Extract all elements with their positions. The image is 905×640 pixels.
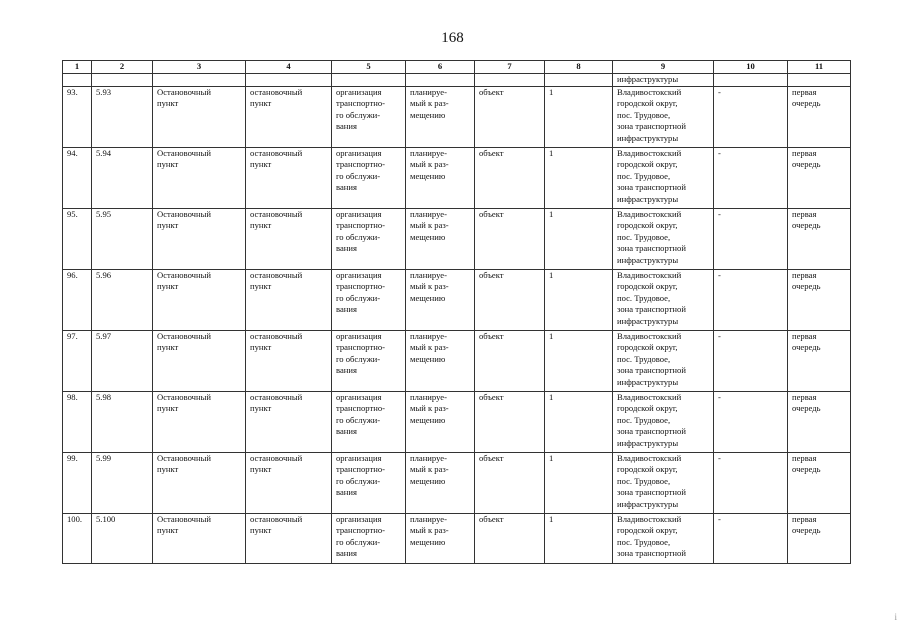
cell-line: пос. Трудовое, <box>617 353 671 364</box>
cell-line: пос. Трудовое, <box>617 414 671 425</box>
cell-line: вания <box>336 548 357 558</box>
code-cell: 5.99 <box>92 452 153 513</box>
row-number-cell: 99. <box>63 452 92 513</box>
row-number-cell: 97. <box>63 330 92 391</box>
cell-line: транспортно- <box>336 342 385 352</box>
cell-line: го обслужи- <box>336 231 381 242</box>
name-cell <box>153 86 246 147</box>
cell-line: организация <box>336 147 382 158</box>
zone-cell: - <box>714 452 788 513</box>
purpose-cell <box>332 452 406 513</box>
cell-line: Остановочный <box>157 86 211 97</box>
row-number-cell: 93. <box>63 86 92 147</box>
cell-line: пос. Трудовое, <box>617 536 671 547</box>
header-row <box>63 61 851 74</box>
cell-line: пос. Трудовое, <box>617 292 671 303</box>
cell-line: организация <box>336 269 382 280</box>
cell-line: организация <box>336 330 382 341</box>
cell-line: остановочный <box>250 86 303 97</box>
cell-line: Владивостокский <box>617 86 682 97</box>
cell-line: первая <box>792 208 817 219</box>
type-cell <box>246 269 332 330</box>
column-header: 7 <box>475 61 545 74</box>
cell-line: инфраструктуры <box>617 437 679 448</box>
cell-line: мещению <box>410 353 446 364</box>
type-cell <box>246 330 332 391</box>
column-header: 9 <box>613 61 714 74</box>
location-cell <box>613 452 714 513</box>
column-header: 2 <box>92 61 153 74</box>
cell-line: городской округ, <box>617 220 678 230</box>
table-row <box>63 208 851 269</box>
unit-cell: объект <box>475 513 545 563</box>
cell-line: транспортно- <box>336 464 385 474</box>
row-number-cell: 96. <box>63 269 92 330</box>
status-cell <box>406 330 475 391</box>
type-cell <box>246 147 332 208</box>
stage-cell <box>788 330 851 391</box>
cell-line: вания <box>336 304 357 314</box>
cell-line: очередь <box>792 281 821 291</box>
code-cell: 5.100 <box>92 513 153 563</box>
cell-line: мещению <box>410 109 446 120</box>
purpose-cell <box>332 330 406 391</box>
status-cell <box>406 208 475 269</box>
cell-line: зона транспортной <box>617 426 686 436</box>
purpose-cell <box>332 391 406 452</box>
column-header: 8 <box>545 61 613 74</box>
cell-line: пункт <box>250 342 272 352</box>
cell-line: очередь <box>792 464 821 474</box>
purpose-cell <box>332 513 406 563</box>
cell-line: планируе- <box>410 86 447 97</box>
cell-line: мещению <box>410 475 446 486</box>
cell-line: мый к раз- <box>410 464 449 474</box>
cell-line: транспортно- <box>336 281 385 291</box>
cell-line: городской округ, <box>617 159 678 169</box>
cell-line: го обслужи- <box>336 536 381 547</box>
cell-line: городской округ, <box>617 342 678 352</box>
purpose-cell <box>332 86 406 147</box>
cell-line: пункт <box>157 403 179 413</box>
cell-line: Владивостокский <box>617 513 682 524</box>
cell-line: очередь <box>792 342 821 352</box>
cell-line: пункт <box>157 342 179 352</box>
cell-line: инфраструктуры <box>617 193 679 204</box>
cell-line: планируе- <box>410 391 447 402</box>
type-cell <box>246 452 332 513</box>
zone-cell: - <box>714 513 788 563</box>
column-header: 5 <box>332 61 406 74</box>
cell-line: планируе- <box>410 330 447 341</box>
cell-line: го обслужи- <box>336 292 381 303</box>
cell-line: первая <box>792 269 817 280</box>
row-number-cell: 95. <box>63 208 92 269</box>
cell-line: мый к раз- <box>410 98 449 108</box>
name-cell <box>153 452 246 513</box>
cell-line: остановочный <box>250 391 303 402</box>
code-cell: 5.94 <box>92 147 153 208</box>
status-cell <box>406 86 475 147</box>
cell-line: зона транспортной <box>617 548 686 558</box>
cell-line: городской округ, <box>617 281 678 291</box>
cell-line: го обслужи- <box>336 170 381 181</box>
cell-line: мещению <box>410 231 446 242</box>
cell-line: мый к раз- <box>410 159 449 169</box>
name-cell <box>153 147 246 208</box>
cell-line: первая <box>792 147 817 158</box>
cell-line: очередь <box>792 159 821 169</box>
cell-line: планируе- <box>410 147 447 158</box>
cell-line: вания <box>336 365 357 375</box>
cell-line: Владивостокский <box>617 391 682 402</box>
cell-line: го обслужи- <box>336 414 381 425</box>
purpose-cell <box>332 208 406 269</box>
cell-line: транспортно- <box>336 98 385 108</box>
cell-line: транспортно- <box>336 525 385 535</box>
cell-line: пос. Трудовое, <box>617 109 671 120</box>
cell-line: Владивостокский <box>617 452 682 463</box>
purpose-cell <box>332 269 406 330</box>
continuation-location-cell: инфраструктуры <box>613 74 714 87</box>
code-cell: 5.93 <box>92 86 153 147</box>
cell-line: вания <box>336 487 357 497</box>
cell-line: вания <box>336 182 357 192</box>
cell-line: пункт <box>250 159 272 169</box>
type-cell <box>246 86 332 147</box>
cell-line: остановочный <box>250 330 303 341</box>
table-row <box>63 330 851 391</box>
table-row <box>63 147 851 208</box>
cell-line: инфраструктуры <box>617 376 679 387</box>
table-row <box>63 391 851 452</box>
cell-line: пункт <box>250 403 272 413</box>
cell-line: очередь <box>792 98 821 108</box>
cell-line: зона транспортной <box>617 182 686 192</box>
unit-cell: объект <box>475 330 545 391</box>
cell-line: зона транспортной <box>617 365 686 375</box>
unit-cell: объект <box>475 452 545 513</box>
cell-line: Остановочный <box>157 147 211 158</box>
cell-line: первая <box>792 391 817 402</box>
continuation-row <box>63 74 851 87</box>
cell-line: организация <box>336 513 382 524</box>
column-header: 3 <box>153 61 246 74</box>
cell-line: городской округ, <box>617 464 678 474</box>
cell-line: го обслужи- <box>336 109 381 120</box>
cell-line: мещению <box>410 292 446 303</box>
cell-line: вания <box>336 426 357 436</box>
cell-line: го обслужи- <box>336 353 381 364</box>
cell-line: Владивостокский <box>617 208 682 219</box>
cell-line: пос. Трудовое, <box>617 231 671 242</box>
location-cell <box>613 513 714 563</box>
cell-line: Остановочный <box>157 513 211 524</box>
cell-line: организация <box>336 86 382 97</box>
cell-line: го обслужи- <box>336 475 381 486</box>
cell-line: остановочный <box>250 147 303 158</box>
cell-line: Владивостокский <box>617 330 682 341</box>
cell-line: организация <box>336 391 382 402</box>
cell-line: пункт <box>157 220 179 230</box>
cell-line: мещению <box>410 414 446 425</box>
name-cell <box>153 269 246 330</box>
quantity-cell: 1 <box>545 86 613 147</box>
name-cell <box>153 208 246 269</box>
stage-cell <box>788 513 851 563</box>
location-cell <box>613 269 714 330</box>
code-cell: 5.95 <box>92 208 153 269</box>
unit-cell: объект <box>475 147 545 208</box>
quantity-cell: 1 <box>545 391 613 452</box>
name-cell <box>153 513 246 563</box>
stage-cell <box>788 391 851 452</box>
cell-line: транспортно- <box>336 220 385 230</box>
type-cell <box>246 208 332 269</box>
row-number-cell: 94. <box>63 147 92 208</box>
cell-line: очередь <box>792 525 821 535</box>
cell-line: городской округ, <box>617 98 678 108</box>
cell-line: зона транспортной <box>617 121 686 131</box>
name-cell <box>153 330 246 391</box>
quantity-cell: 1 <box>545 513 613 563</box>
zone-cell: - <box>714 269 788 330</box>
cell-line: зона транспортной <box>617 487 686 497</box>
row-number-cell: 98. <box>63 391 92 452</box>
quantity-cell: 1 <box>545 208 613 269</box>
quantity-cell: 1 <box>545 452 613 513</box>
table-row <box>63 86 851 147</box>
cell-line: пункт <box>157 159 179 169</box>
stage-cell <box>788 86 851 147</box>
cell-line: пункт <box>157 98 179 108</box>
type-cell <box>246 391 332 452</box>
cell-line: Остановочный <box>157 452 211 463</box>
location-cell <box>613 330 714 391</box>
cell-line: зона транспортной <box>617 243 686 253</box>
location-cell <box>613 147 714 208</box>
cell-line: мый к раз- <box>410 342 449 352</box>
corner-mark: i <box>894 612 897 622</box>
zone-cell: - <box>714 86 788 147</box>
cell-line: организация <box>336 452 382 463</box>
page-number: 168 <box>441 30 464 46</box>
name-cell <box>153 391 246 452</box>
cell-line: мый к раз- <box>410 403 449 413</box>
status-cell <box>406 391 475 452</box>
zone-cell: - <box>714 147 788 208</box>
cell-line: пункт <box>157 464 179 474</box>
unit-cell: объект <box>475 269 545 330</box>
cell-line: планируе- <box>410 513 447 524</box>
cell-line: Владивостокский <box>617 147 682 158</box>
code-cell: 5.96 <box>92 269 153 330</box>
column-header: 10 <box>714 61 788 74</box>
quantity-cell: 1 <box>545 330 613 391</box>
cell-line: первая <box>792 86 817 97</box>
cell-line: первая <box>792 513 817 524</box>
unit-cell: объект <box>475 391 545 452</box>
cell-line: мый к раз- <box>410 525 449 535</box>
cell-line: организация <box>336 208 382 219</box>
cell-line: пос. Трудовое, <box>617 475 671 486</box>
cell-line: Остановочный <box>157 391 211 402</box>
code-cell: 5.98 <box>92 391 153 452</box>
cell-line: городской округ, <box>617 403 678 413</box>
cell-line: вания <box>336 121 357 131</box>
cell-line: пункт <box>250 464 272 474</box>
cell-line: планируе- <box>410 208 447 219</box>
cell-line: инфраструктуры <box>617 315 679 326</box>
cell-line: пункт <box>250 525 272 535</box>
cell-line: остановочный <box>250 513 303 524</box>
cell-line: городской округ, <box>617 525 678 535</box>
cell-line: очередь <box>792 403 821 413</box>
stage-cell <box>788 452 851 513</box>
zone-cell: - <box>714 208 788 269</box>
cell-line: инфраструктуры <box>617 498 679 509</box>
stage-cell <box>788 269 851 330</box>
cell-line: первая <box>792 330 817 341</box>
cell-line: Остановочный <box>157 269 211 280</box>
table-row <box>63 452 851 513</box>
cell-line: мещению <box>410 536 446 547</box>
unit-cell: объект <box>475 86 545 147</box>
cell-line: первая <box>792 452 817 463</box>
cell-line: транспортно- <box>336 403 385 413</box>
column-header: 1 <box>63 61 92 74</box>
table-row <box>63 513 851 563</box>
cell-line: мый к раз- <box>410 281 449 291</box>
cell-line: зона транспортной <box>617 304 686 314</box>
unit-cell: объект <box>475 208 545 269</box>
zone-cell: - <box>714 391 788 452</box>
status-cell <box>406 513 475 563</box>
status-cell <box>406 269 475 330</box>
cell-line: остановочный <box>250 208 303 219</box>
cell-line: остановочный <box>250 269 303 280</box>
objects-table <box>62 60 851 564</box>
cell-line: инфраструктуры <box>617 254 679 265</box>
stage-cell <box>788 147 851 208</box>
cell-line: очередь <box>792 220 821 230</box>
cell-line: планируе- <box>410 269 447 280</box>
quantity-cell: 1 <box>545 269 613 330</box>
cell-line: пункт <box>250 220 272 230</box>
cell-line: мещению <box>410 170 446 181</box>
cell-line: Остановочный <box>157 208 211 219</box>
cell-line: Владивостокский <box>617 269 682 280</box>
column-header: 4 <box>246 61 332 74</box>
purpose-cell <box>332 147 406 208</box>
cell-line: пос. Трудовое, <box>617 170 671 181</box>
cell-line: остановочный <box>250 452 303 463</box>
column-header: 11 <box>788 61 851 74</box>
cell-line: пункт <box>157 525 179 535</box>
stage-cell <box>788 208 851 269</box>
status-cell <box>406 147 475 208</box>
location-cell <box>613 208 714 269</box>
table-row <box>63 269 851 330</box>
cell-line: транспортно- <box>336 159 385 169</box>
quantity-cell: 1 <box>545 147 613 208</box>
cell-line: пункт <box>250 98 272 108</box>
column-header: 6 <box>406 61 475 74</box>
cell-line: инфраструктуры <box>617 132 679 143</box>
cell-line: пункт <box>250 281 272 291</box>
location-cell <box>613 86 714 147</box>
cell-line: пункт <box>157 281 179 291</box>
cell-line: вания <box>336 243 357 253</box>
status-cell <box>406 452 475 513</box>
row-number-cell: 100. <box>63 513 92 563</box>
cell-line: планируе- <box>410 452 447 463</box>
type-cell <box>246 513 332 563</box>
code-cell: 5.97 <box>92 330 153 391</box>
cell-line: Остановочный <box>157 330 211 341</box>
location-cell <box>613 391 714 452</box>
zone-cell: - <box>714 330 788 391</box>
cell-line: мый к раз- <box>410 220 449 230</box>
